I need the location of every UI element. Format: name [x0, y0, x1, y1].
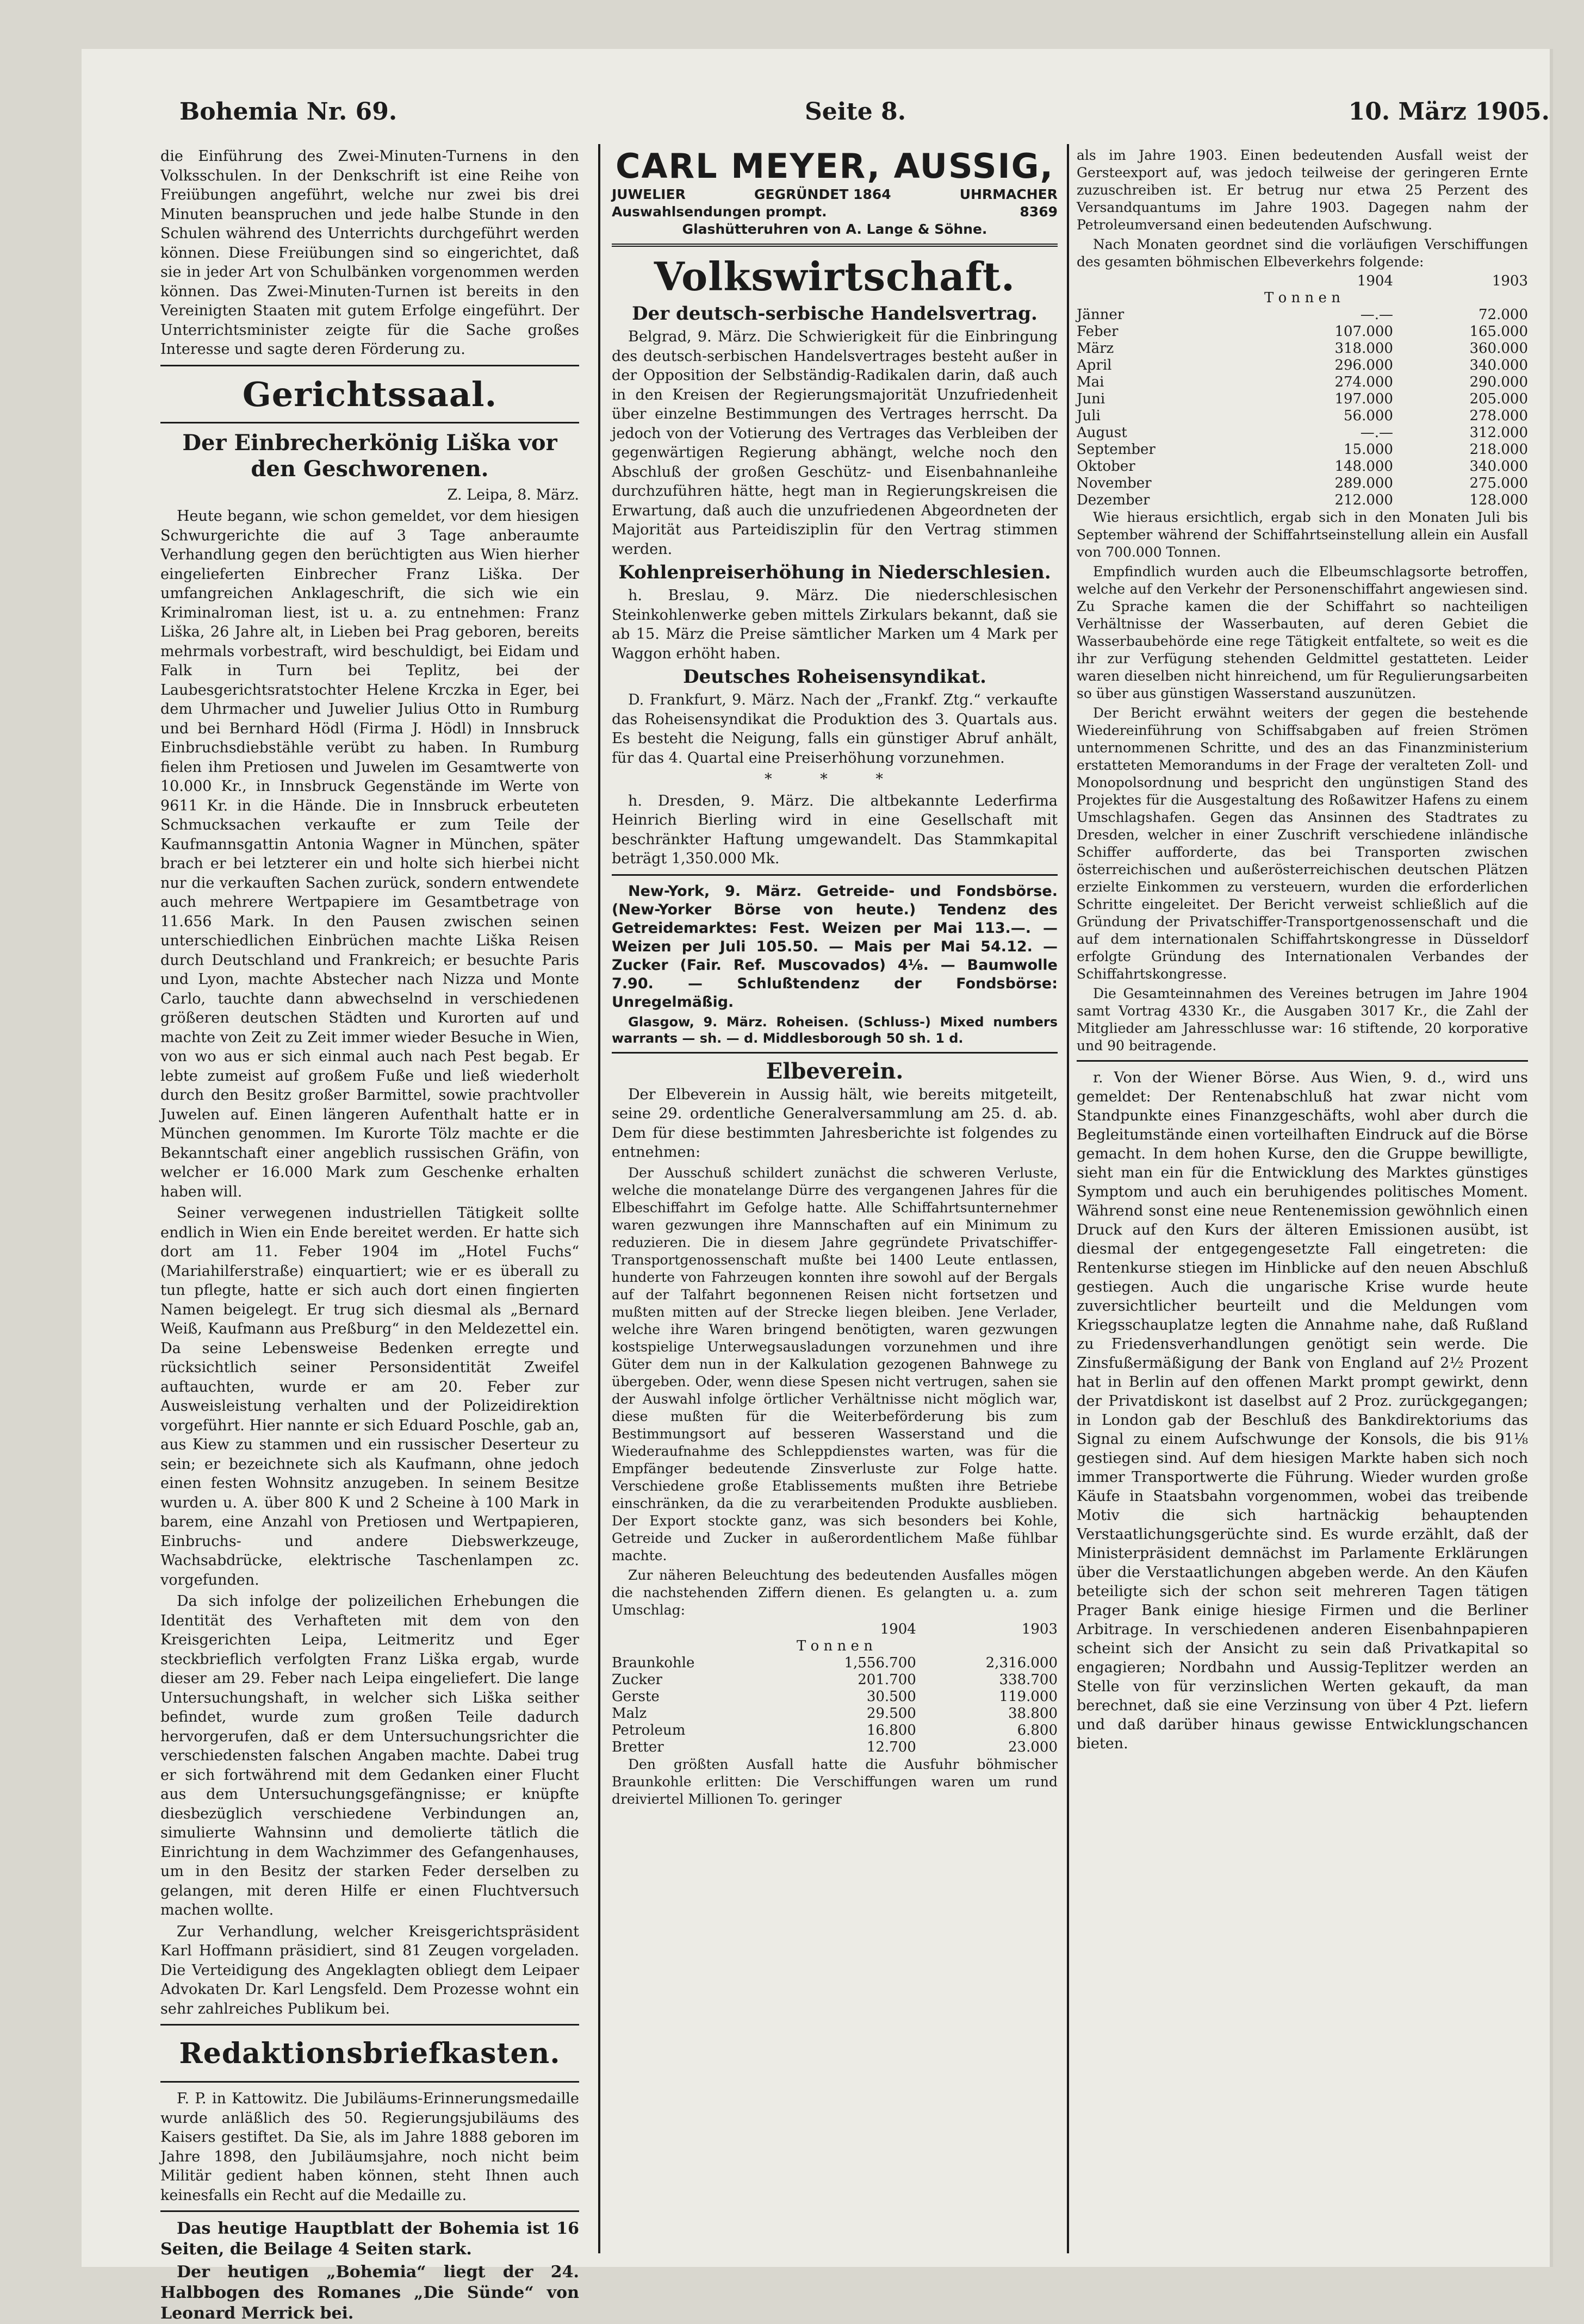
article-paragraph: Den größten Ausfall hatte die Ausfuhr böhmischer Braunkohle erlitten: Die Verschiffungen waren um rund dreiviertel Millionen To. geringer — [612, 1756, 1058, 1807]
divider — [160, 365, 579, 366]
table-unit-row — [1077, 290, 1528, 307]
notice-page-count: Das heutige Hauptblatt der Bohemia ist 16 Seiten, die Beilage 4 Seiten stark. — [160, 2219, 579, 2259]
headline-iron-syndicate: Deutsches Roheisensyndikat. — [683, 666, 986, 688]
article-paragraph: Der Elbeverein in Aussig hält, wie bereits mitgeteilt, seine 29. ordentliche Generalversammlung am 25. d. ab. Dem für diese bestimmten Jahresberichte ist folgendes zu entnehmen: — [612, 1086, 1058, 1161]
table-row: Malz 29.500 38.800 — [612, 1705, 1058, 1722]
ad-shipping-row — [612, 203, 1058, 221]
article-paragraph: Zur Verhandlung, welcher Kreisgerichtspräsident Karl Hoffmann präsidiert, sind 81 Zeugen vorgeladen. Die Verteidigung des Angeklagten obliegt dem Leipaer Advokaten Dr. Karl Lengsfeld. Dem Prozesse wohnt ein sehr zahlreiches Publikum bei. — [160, 1923, 579, 2017]
divider — [1077, 1060, 1528, 1062]
article-paragraph: Heute begann, wie schon gemeldet, vor dem hiesigen Schwurgerichte die auf 3 Tage anberaumte Verhandlung gegen den berüchtigten aus Wien hierher eingelieferten Einbrecher Franz Liška. Der umfangreichen Anklageschrift, die sich wie ein Kriminalroman liest, ist u. a. zu entnehmen: Franz Liška, 26 Jahre alt, in Lieben bei Prag geboren, bereits mehrmals vorbestraft, wird beschuldigt, bei Eidam und Falk in Turn bei Teplitz, bei der Laubesgerichtsratstochter Helene Krczka in Eger, bei dem Uhrmacher und Juwelier Julius Otto in Rumburg und bei Bernhard Hödl (Firma J. Hödl) in Innsbruck Einbruchsdiebstähle verübt zu haben. In Rumburg fielen ihm Pretiosen und Juwelen im Gesamtwerte von 10.000 Kr., in Innsbruck Gegenstände im Werte von 9611 Kr. in die Hände. Die in Innsbruck erbeuteten Schmucksachen verkaufte er zum Teile der Kaufmannsgattin Antonia Wagner in München, später brach er bei letzterer ein und holte sich hierbei nicht nur die verkauften Sachen zurück, sondern entwendete auch mehrere Wertpapiere im Gesamtbetrage von 11.656 Mark. In den Pausen zwischen seinen unterschiedlichen Einbrüchen machte Liška Reisen durch Deutschland und Frankreich; er besuchte Paris und Lyon, machte Abstecher nach Nizza und Monte Carlo, tauchte dann abwechselnd in verschiedenen größeren deutschen Städten und Kurorten auf und machte von Zeit zu Zeit immer wieder Besuche in Wien, von wo aus er sich einmal auch nach Pest begab. Er lebte zumeist auf großem Fuße und ließ wiederholt durch den Besitz großer Barmittel, sowie prachtvoller Juwelen auf. Einen längeren Aufenthalt hatte er in München genommen. Im Kurorte Tölz machte er die Bekanntschaft einer angeblich russischen Gräfin, von welcher er 16.000 Mark zum Geschenke erhalten haben will. — [160, 508, 579, 1200]
table-row: Petroleum 16.800 6.800 — [612, 1722, 1058, 1739]
column-rule-right — [1067, 144, 1069, 2253]
table-header-row — [1077, 273, 1528, 290]
article-paragraph: Empfindlich wurden auch die Elbeumschlagsorte betroffen, welche auf den Verkehr der Personenschiffahrt angewiesen sind. Zu Sprache kamen die der Schiffahrt so nachteiligen Verhältnisse der Wasserbauten, auf deren Gebiet die Wasserbaubehörde eine rege Tätigkeit entfaltete, so weit es die ihr zur Verfügung stehenden Geldmittel gestatteten. Leider waren dieselben nicht hinreichend, um für Regulierungsarbeiten so über aus günstigen Wasserstand auszunützen. — [1077, 564, 1528, 701]
table-row: Juli 56.000 278.000 — [1077, 408, 1528, 424]
divider — [160, 2024, 579, 2026]
ad-jeweler: JUWELIER — [612, 186, 686, 202]
table-unit: T o n n e n — [797, 1637, 873, 1654]
article-paragraph: Nach Monaten geordnet sind die vorläufigen Verschiffungen des gesamten böhmischen Elbeverkehrs folgende: — [1077, 236, 1528, 270]
headline-trade-treaty: Der deutsch-serbische Handelsvertrag. — [632, 303, 1038, 325]
headline-liska: Der Einbrecherkönig Liška vor den Geschworenen. — [182, 429, 557, 482]
section-heading-court: Gerichtssaal. — [242, 374, 498, 414]
monthly-shipping-table — [1077, 273, 1528, 509]
headline-coal-prices: Kohlenpreiserhöhung in Niederschlesien. — [618, 562, 1051, 583]
jeweler-advertisement — [612, 147, 1058, 238]
glasgow-market-report: Glasgow, 9. März. Roheisen. (Schluss-) Mixed numbers warrants — sh. — d. Middlesborough 50 sh. 1 d. — [612, 1014, 1058, 1046]
divider — [160, 422, 579, 423]
section-heading-economy: Volkswirtschaft. — [654, 253, 1016, 300]
table-row: Oktober 148.000 340.000 — [1077, 458, 1528, 475]
article-paragraph: Die Gesamteinnahmen des Vereines betrugen im Jahre 1904 samt Vortrag 4330 Kr., die Ausgaben 3017 Kr., die Zahl der Mitglieder am Jahresschlusse war: 16 stiftende, 20 korporative und 90 beitragende. — [1077, 986, 1528, 1054]
section-stars: * * * — [765, 771, 905, 788]
column-left — [160, 147, 579, 2323]
table-unit: T o n n e n — [1264, 290, 1340, 306]
table-row: April 296.000 340.000 — [1077, 357, 1528, 373]
letterbox-paragraph: F. P. in Kattowitz. Die Jubiläums-Erinnerungsmedaille wurde anläßlich des 50. Regierungsjubiläums des Kaisers gestiftet. Da Sie, als im Jahre 1888 geboren im Jahre 1898, den Jubiläumsjahre, noch nicht beim Militär gedient haben können, steht Ihnen auch keinesfalls ein Recht auf die Medaille zu. — [160, 2090, 579, 2204]
table-row: Jänner —.— 72.000 — [1077, 307, 1528, 323]
divider — [160, 2081, 579, 2083]
table-row: Zucker 201.700 338.700 — [612, 1671, 1058, 1688]
article-paragraph: h. Breslau, 9. März. Die niederschlesischen Steinkohlenwerke geben mittels Zirkulars bekannt, daß sie ab 15. März die Preise sämtlicher Marken um 4 Mark per Waggon erhöht haben. — [612, 587, 1058, 662]
table-row: September 15.000 218.000 — [1077, 441, 1528, 458]
intro-paragraph: die Einführung des Zwei-Minuten-Turnens in den Volksschulen. In der Denkschrift ist eine Reihe von Freiübungen angeführt, welche nur zwei bis drei Minuten beanspruchen und jede halbe Stunde in den Schulen während des Unterrichts durchgeführt werden können. Diese Freiübungen sind so eingerichtet, daß sie in jeder Art von Schulbänken vorgenommen werden können. Das Zwei-Minuten-Turnen ist bereits in den Vereinigten Staaten mit gutem Erfolge eingeführt. Der Unterrichtsminister zeigte für die Sache großes Interesse und sagte deren Förderung zu. — [160, 148, 579, 358]
divider — [612, 874, 1058, 876]
header-page-number: Seite 8. — [805, 98, 906, 126]
page-header — [179, 98, 1550, 141]
article-paragraph: Da sich infolge der polizeilichen Erhebungen die Identität des Verhafteten mit dem von den Kreisgerichten Leipa, Leitmeritz und Eger steckbrieflich verfolgten Franz Liška ergab, wurde dieser am 29. Feber nach Leipa eingeliefert. Die lange Untersuchungshaft, in welcher sich Liška seither befindet, wurde zum großen Teile dadurch hervorgerufen, daß er dem Untersuchungsrichter die verschiedensten falschen Angaben machte. Dabei trug er sich fortwährend mit dem Gedanken einer Flucht aus dem Untersuchungsgefängnisse; er knüpfte diesbezüglich verschiedene Verbindungen an, simulierte Wahnsinn und demolierte tätlich die Einrichtung in dem Wachzimmer des Gefangenhauses, um in den Besitz der starken Feder derselben zu gelangen, mit deren Hilfe er einen Fluchtversuch machen wollte. — [160, 1593, 579, 1918]
table-row: November 289.000 275.000 — [1077, 475, 1528, 491]
table-year: 1904 — [880, 1621, 916, 1637]
ad-watches: Glashütteruhren von A. Lange & Söhne. — [682, 221, 987, 237]
article-paragraph: D. Frankfurt, 9. März. Nach der „Frankf. Ztg.“ verkaufte das Roheisensyndikat die Produktion des 3. Quartals aus. Es besteht die Neigung, falls ein günstiger Abruf anhält, für das 4. Quartal eine Preiserhöhung vorzunehmen. — [612, 691, 1058, 767]
header-date: 10. März 1905. — [1348, 98, 1550, 126]
article-paragraph: Zur näheren Beleuchtung des bedeutenden Ausfalles mögen die nachstehenden Ziffern dienen. Es gelangten u. a. zum Umschlag: — [612, 1567, 1058, 1618]
ad-subtitle-row — [612, 186, 1058, 203]
column-middle — [612, 147, 1058, 2256]
table-row: Feber 107.000 165.000 — [1077, 323, 1528, 340]
table-row: Juni 197.000 205.000 — [1077, 391, 1528, 407]
table-header-row — [612, 1621, 1058, 1638]
divider — [612, 1052, 1058, 1054]
notice-supplement: Der heutigen „Bohemia“ liegt der 24. Halbbogen des Romanes „Die Sünde“ von Leonard Merrick bei. — [160, 2263, 579, 2323]
article-paragraph: Der Bericht erwähnt weiters der gegen die bestehende Wiedereinführung von Schiffsabgaben auf freien Strömen unternommenen Schritte, und des an das Finanzministerium erstatteten Memorandums in der Frage der veralteten Zoll- und Monopolsordnung und bespricht den ungünstigen Stand des Projektes für die Ausgestaltung des Roßawitzer Hafens zu einem Umschlagshafen. Gegen das Ansinnen des Stadtrates zu Dresden, welcher in einer Zuschrift verschiedene inländische Schiffer aufforderte, das bei Transporten zwischen österreichischen und außerösterreichischen deutschen Plätzen erzielte Einkommen zu versteuern, wurden die erforderlichen Schritte eingeleitet. Der Bericht verweist schließlich auf die Gründung der Privatschiffer-Transportgenossenschaft und die auf dem internationalen Schiffahrtskongresse in Düsseldorf erfolgte Gründung des Internationalen Verbandes der Schiffahrtskongresse. — [1077, 705, 1528, 982]
dateline-leipa: Z. Leipa, 8. März. — [447, 486, 579, 503]
table-year: 1903 — [1021, 1621, 1058, 1637]
article-paragraph: als im Jahre 1903. Einen bedeutenden Ausfall weist der Gersteexport auf, was jedoch teilweise der geringeren Ernte zuzuschreiben ist. Er betrug nur etwa 25 Perzent des Versandquantums im Jahre 1903. Dagegen nahm der Petroleumversand einen bedeutenden Aufschwung. — [1077, 147, 1528, 233]
section-heading-letterbox: Redaktionsbriefkasten. — [179, 2037, 561, 2070]
table-row: Mai 274.000 290.000 — [1077, 374, 1528, 390]
headline-elbeverein: Elbeverein. — [766, 1058, 904, 1084]
ad-founded: GEGRÜNDET 1864 — [754, 186, 891, 202]
divider — [612, 244, 1058, 247]
newyork-market-report: New-York, 9. März. Getreide- und Fondsbörse. (New-Yorker Börse von heute.) Tendenz des Getreidemarktes: Fest. Weizen per Mai 113.—. — Weizen per Juli 105.50. — Mais per Mai 54.12. — Zucker (Fair. Ref. Muscovados) 4⅛. — Baumwolle 7.90. — Schlußtendenz der Fondsbörse: Unregelmäßig. — [612, 882, 1058, 1011]
table-row: März 318.000 360.000 — [1077, 340, 1528, 357]
cargo-table — [612, 1621, 1058, 1756]
header-issue: Bohemia Nr. 69. — [179, 98, 397, 126]
ad-watchmaker: UHRMACHER — [959, 186, 1058, 202]
table-year: 1903 — [1492, 273, 1528, 289]
ad-company-name: CARL MEYER, AUSSIG, — [615, 146, 1054, 186]
article-paragraph: Der Ausschuß schildert zunächst die schweren Verluste, welche die monatelange Dürre des vergangenen Jahres für die Elbeschiffahrt im Gefolge hatte. Alle Schiffahrtsunternehmer waren gezwungen ihre Mannschaften auf ein Minimum zu reduzieren. Die in diesem Jahre gegründete Privatschiffer-Transportgenossenschaft mußte bei 1400 Leute entlassen, hunderte von Fahrzeugen konnten ihre sowohl auf der Bergals auf der Talfahrt begonnenen Reisen nicht fortsetzen und mußten mitten auf der Strecke liegen bleiben. Jene Verlader, welche ihre Waren bringend benötigten, waren gezwungen kostspielige Unterwegsausladungen vorzunehmen und ihre Güter dem nun in der Kalkulation gezogenen Bahnwege zu übergeben. Oder, wenn diese Spesen nicht vertrugen, sahen sie der Auswahl infolge örtlicher Verhältnisse nicht möglich war, diese mußten für die Weiterbeförderung bis zum Bestimmungsort auf besseren Wasserstand und die Wiederaufnahme des Schleppdienstes warten, was für die Empfänger bedeutende Zinsverluste zur Folge hatte. Verschiedene große Etablissements mußten ihre Betriebe einschränken, da die zu verarbeitenden Produkte ausblieben. Der Export stockte ganz, was sich besonders bei Kohle, Getreide und Zucker in außerordentlichem Maße fühlbar machte. — [612, 1164, 1058, 1563]
article-paragraph: h. Dresden, 9. März. Die altbekannte Lederfirma Heinrich Bierling wird in eine Gesellschaft mit beschränkter Haftung umgewandelt. Das Stammkapital beträgt 1,350.000 Mk. — [612, 792, 1058, 867]
table-row: Dezember 212.000 128.000 — [1077, 492, 1528, 508]
table-row: Braunkohle 1,556.700 2,316.000 — [612, 1654, 1058, 1671]
article-paragraph: Belgrad, 9. März. Die Schwierigkeit für die Einbringung des deutsch-serbischen Handelsvertrages besteht außer in der Opposition der Selbständig-Radikalen darin, daß auch in den Kreisen der Regierungsmajorität Unzufriedenheit über einzelne Bestimmungen des Vertrages herrscht. Da jedoch von der Votierung des Vertrages das Verbleiben der gegenwärtigen Regierung abhängt, welche noch den Abschluß der großen Geschütz- und Eisenbahnanleihe durchzuführen hätte, hegt man in Regierungskreisen die Erwartung, daß auch die unzufriedenen Abgeordneten der Majorität aus Parteidisziplin für den Vertrag stimmen werden. — [612, 328, 1058, 558]
table-unit-row — [612, 1638, 1058, 1655]
divider — [160, 2210, 579, 2212]
column-rule-left — [598, 144, 600, 2253]
ad-number: 8369 — [1020, 204, 1058, 220]
article-paragraph: Wie hieraus ersichtlich, ergab sich in den Monaten Juli bis September während der Schiffahrtseinstellung allein ein Ausfall von 700.000 Tonnen. — [1077, 509, 1528, 560]
article-paragraph: Seiner verwegenen industriellen Tätigkeit sollte endlich in Wien ein Ende bereitet werden. Er hatte sich dort am 11. Feber 1904 im „Hotel Fuchs“ (Mariahilferstraße) einquartiert; wie er es überall zu tun pflegte, hatte er sich auch dort einen fingierten Namen beigelegt. Er trug sich diesmal als „Bernard Weiß, Kaufmann aus Preßburg“ in den Meldezettel ein. Da seine Lebensweise Bedenken erregte und rücksichtlich seiner Personsidentität Zweifel auftauchten, wurde er am 20. Feber zur Ausweisleistung verhalten und der Polizeidirektion vorgeführt. Hier nannte er sich Eduard Poschle, gab an, aus Kiew zu stammen und ein russischer Deserteur zu sein; er bezeichnete sich als Kaufmann, ohne jedoch einen festen Wohnsitz anzugeben. In seinem Besitze wurden u. A. über 800 K und 2 Scheine à 100 Mark in barem, eine Anzahl von Pretiosen und Wertpapieren, Einbruchs- und andere Diebswerkzeuge, Wachsabdrücke, elektrische Taschenlampen zc. vorgefunden. — [160, 1205, 579, 1588]
ad-shipping: Auswahlsendungen prompt. — [612, 204, 827, 220]
table-year: 1904 — [1357, 273, 1393, 289]
vienna-exchange-report: r. Von der Wiener Börse. Aus Wien, 9. d., wird uns gemeldet: Der Rentenabschluß hat zwar nicht vom Standpunkte eines Finanzgeschäfts, wohl aber durch die Begleitumstände einen vorteilhaften Eindruck auf die Börse gemacht. In dem hohen Kurse, den die Gruppe bewilligte, sieht man ein für die Entwicklung des Marktes günstiges Symptom und auch ein beruhigendes politisches Moment. Während sonst eine neue Rentenemission gewöhnlich einen Druck auf den Kurs der älteren Emissionen ausübt, ist diesmal der entgegengesetzte Fall eingetreten: die Rentenkurse stiegen im Hinblicke auf den neuen Abschluß gestiegen. Auch die ungarische Krise wurde heute zuversichtlicher beurteilt und die Meldungen vom Kriegsschauplatze legten die Annahme nahe, daß Rußland zu Friedensverhandlungen genötigt sein werde. Die Zinsfußermäßigung der Bank von England auf 2½ Prozent hat in Berlin auf den offenen Markt prompt gewirkt, denn der Privatdiskont ist daselbst auf 2 Proz. zurückgegangen; in London gab der Beschluß des Bankdirektoriums das Signal zu einem Aufschwunge der Konsols, die bis 91⅛ gestiegen sind. Auf dem hiesigen Markte haben sich noch immer Transportwerte die Führung. Wieder wurden große Käufe in Staatsbahn vorgenommen, wobei das treibende Motiv die sich hartnäckig behauptenden Verstaatlichungsgerüchte sind. Es wurde erzählt, daß der Ministerpräsident demnächst im Parlamente Erklärungen über die Verstaatlichungen abgeben werde. An den Käufen beteiligte sich der schon seit mehreren Tagen tätigen Prager Bank einige hiesige Firmen und die Berliner Arbitrage. In verschiedenen anderen Eisenbahnpapieren scheint sich der Ansicht zu sein daß Privatkapital so engagieren; Nordbahn und Aussig-Teplitzer werden an Stelle von für verzinslichen Werten gekauft, da man berechnet, daß sie eine Verzinsung von über 4 Pzt. liefern und daß darüber hinaus gewisse Entwicklungschancen bieten. — [1077, 1069, 1528, 1752]
table-row: August —.— 312.000 — [1077, 425, 1528, 441]
table-row: Bretter 12.700 23.000 — [612, 1739, 1058, 1755]
column-right — [1077, 147, 1528, 2256]
table-row: Gerste 30.500 119.000 — [612, 1688, 1058, 1705]
